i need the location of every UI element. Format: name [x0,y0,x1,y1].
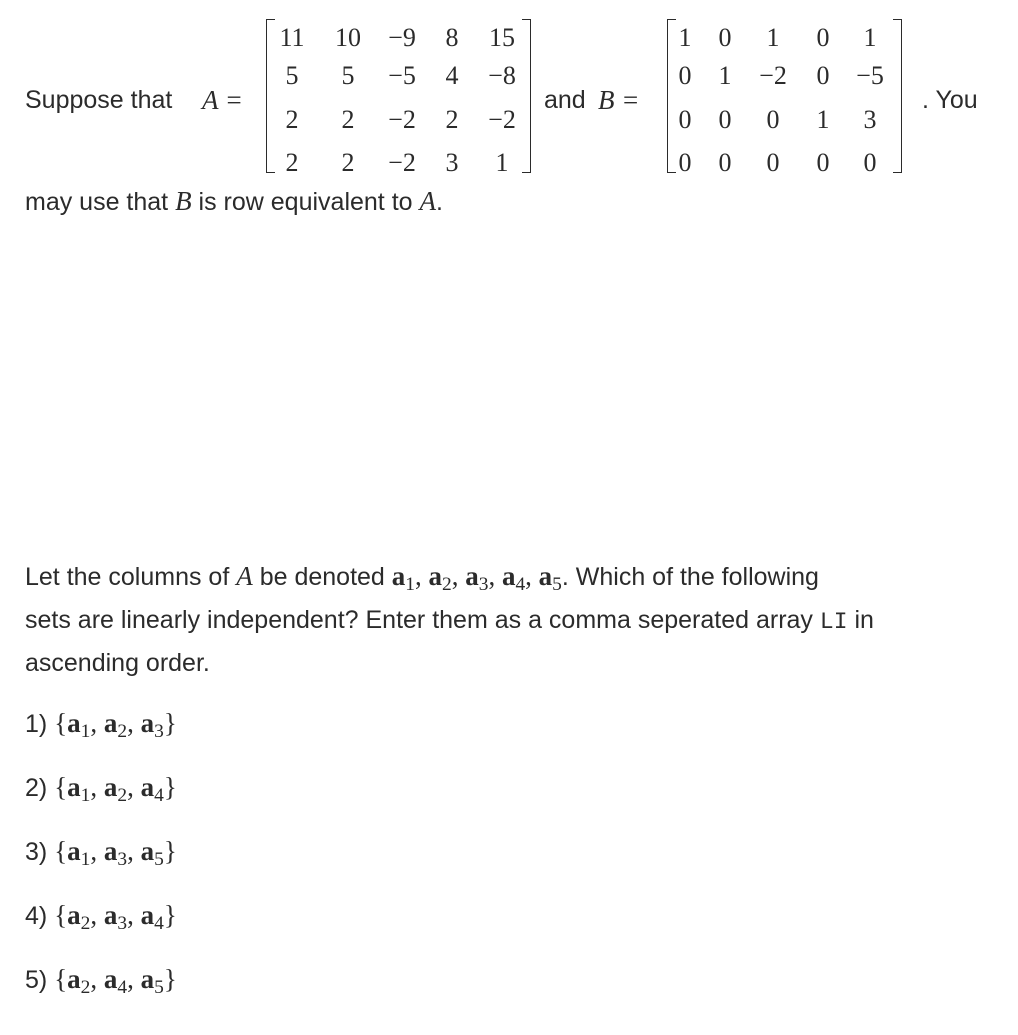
intro-line-2 [25,186,443,217]
matrix-a-cell: 4 [445,61,459,90]
intro-b-label: B = [598,85,640,115]
matrix-a-cell: 3 [445,148,459,177]
matrix-a-cell: 5 [285,61,299,90]
option-set: {$a_2$, $a_3$, $a_4$} [54,900,177,934]
option-number: 4) [25,902,55,930]
matrix-b-cell: 0 [718,148,732,177]
matrix-a-cell: −2 [388,105,416,134]
option-4 [25,900,177,934]
matrix-b-cell: 1 [718,61,732,90]
matrix-b-cell: 0 [816,23,830,52]
matrix-b-cell: 0 [766,105,780,134]
intro-line2-a: A [419,186,437,216]
question-line2-pre: sets are linearly independent? Enter them as a comma seperated array [25,606,813,634]
option-set: {$a_1$, $a_2$, $a_4$} [54,772,177,806]
matrix-b-cell: 1 [816,105,830,134]
matrix-b-cell: 0 [816,61,830,90]
matrix-a-cell: 11 [279,23,305,52]
option-number: 5) [25,966,55,994]
option-set: {$a_1$, $a_2$, $a_3$} [54,708,177,742]
matrix-b-cell: 0 [718,23,732,52]
intro-and: and [544,86,586,114]
option-set: {$a_1$, $a_3$, $a_5$} [54,836,177,870]
option-2 [25,772,177,806]
matrix-a-cell: 2 [285,148,299,177]
option-number: 2) [25,774,55,802]
intro-line2-b: B [175,186,192,216]
question-line-3: ascending order. [25,649,210,677]
question-p2: be denoted [259,563,385,591]
matrix-a-cell: 2 [341,105,355,134]
matrix-a [266,19,531,177]
column-list: $a_1$, $a_2$, $a_3$, $a_4$, $a_5$ [391,561,562,595]
option-5 [25,964,177,998]
question-p3: . Which of the following [561,563,819,591]
matrix-b-cell: −2 [759,61,787,90]
intro-suffix: . You [922,86,978,114]
matrix-a-cell: −8 [488,61,516,90]
matrix-a-cell: −2 [488,105,516,134]
option-set: {$a_2$, $a_4$, $a_5$} [54,964,177,998]
matrix-b-cell: 0 [678,148,692,177]
matrix-a-cell: 1 [495,148,509,177]
matrix-b-cell: 1 [863,23,877,52]
question-line2-post: in [854,606,874,634]
option-number: 3) [25,838,55,866]
code-li: LI [819,609,848,635]
matrix-b-cell: 0 [816,148,830,177]
matrix-b-cell: 1 [766,23,780,52]
matrix-b-cell: 0 [678,61,692,90]
matrix-a-cell: 2 [285,105,299,134]
matrix-a-cell: −2 [388,148,416,177]
intro-line2-mid: is row equivalent to [198,188,413,216]
option-1 [25,708,177,742]
matrix-a-cell: 2 [445,105,459,134]
matrix-b [667,19,902,177]
matrix-a-cell: 10 [335,23,361,52]
question-a: A [236,561,253,591]
matrix-b-cell: 1 [678,23,692,52]
matrix-b-cell: 0 [766,148,780,177]
matrix-a-cell: 5 [341,61,355,90]
matrix-b-cell: 0 [718,105,732,134]
matrix-a-cell: −5 [388,61,416,90]
matrix-b-cell: 0 [678,105,692,134]
option-3 [25,836,177,870]
intro-a-label: A = [202,85,243,115]
matrix-a-cell: 15 [489,23,515,52]
matrix-b-cell: 0 [863,148,877,177]
option-number: 1) [25,710,55,738]
question-line-1 [25,561,819,595]
question-line-2 [25,606,874,635]
intro-line2-pre: may use that [25,188,169,216]
matrix-b-cell: −5 [856,61,884,90]
matrix-a-cell: −9 [388,23,416,52]
matrix-b-cell: 3 [863,105,877,134]
question-p1: Let the columns of [25,563,230,591]
matrix-a-cell: 2 [341,148,355,177]
intro-line2-end: . [436,188,443,216]
intro-prefix: Suppose that [25,86,173,114]
matrix-a-cell: 8 [445,23,459,52]
